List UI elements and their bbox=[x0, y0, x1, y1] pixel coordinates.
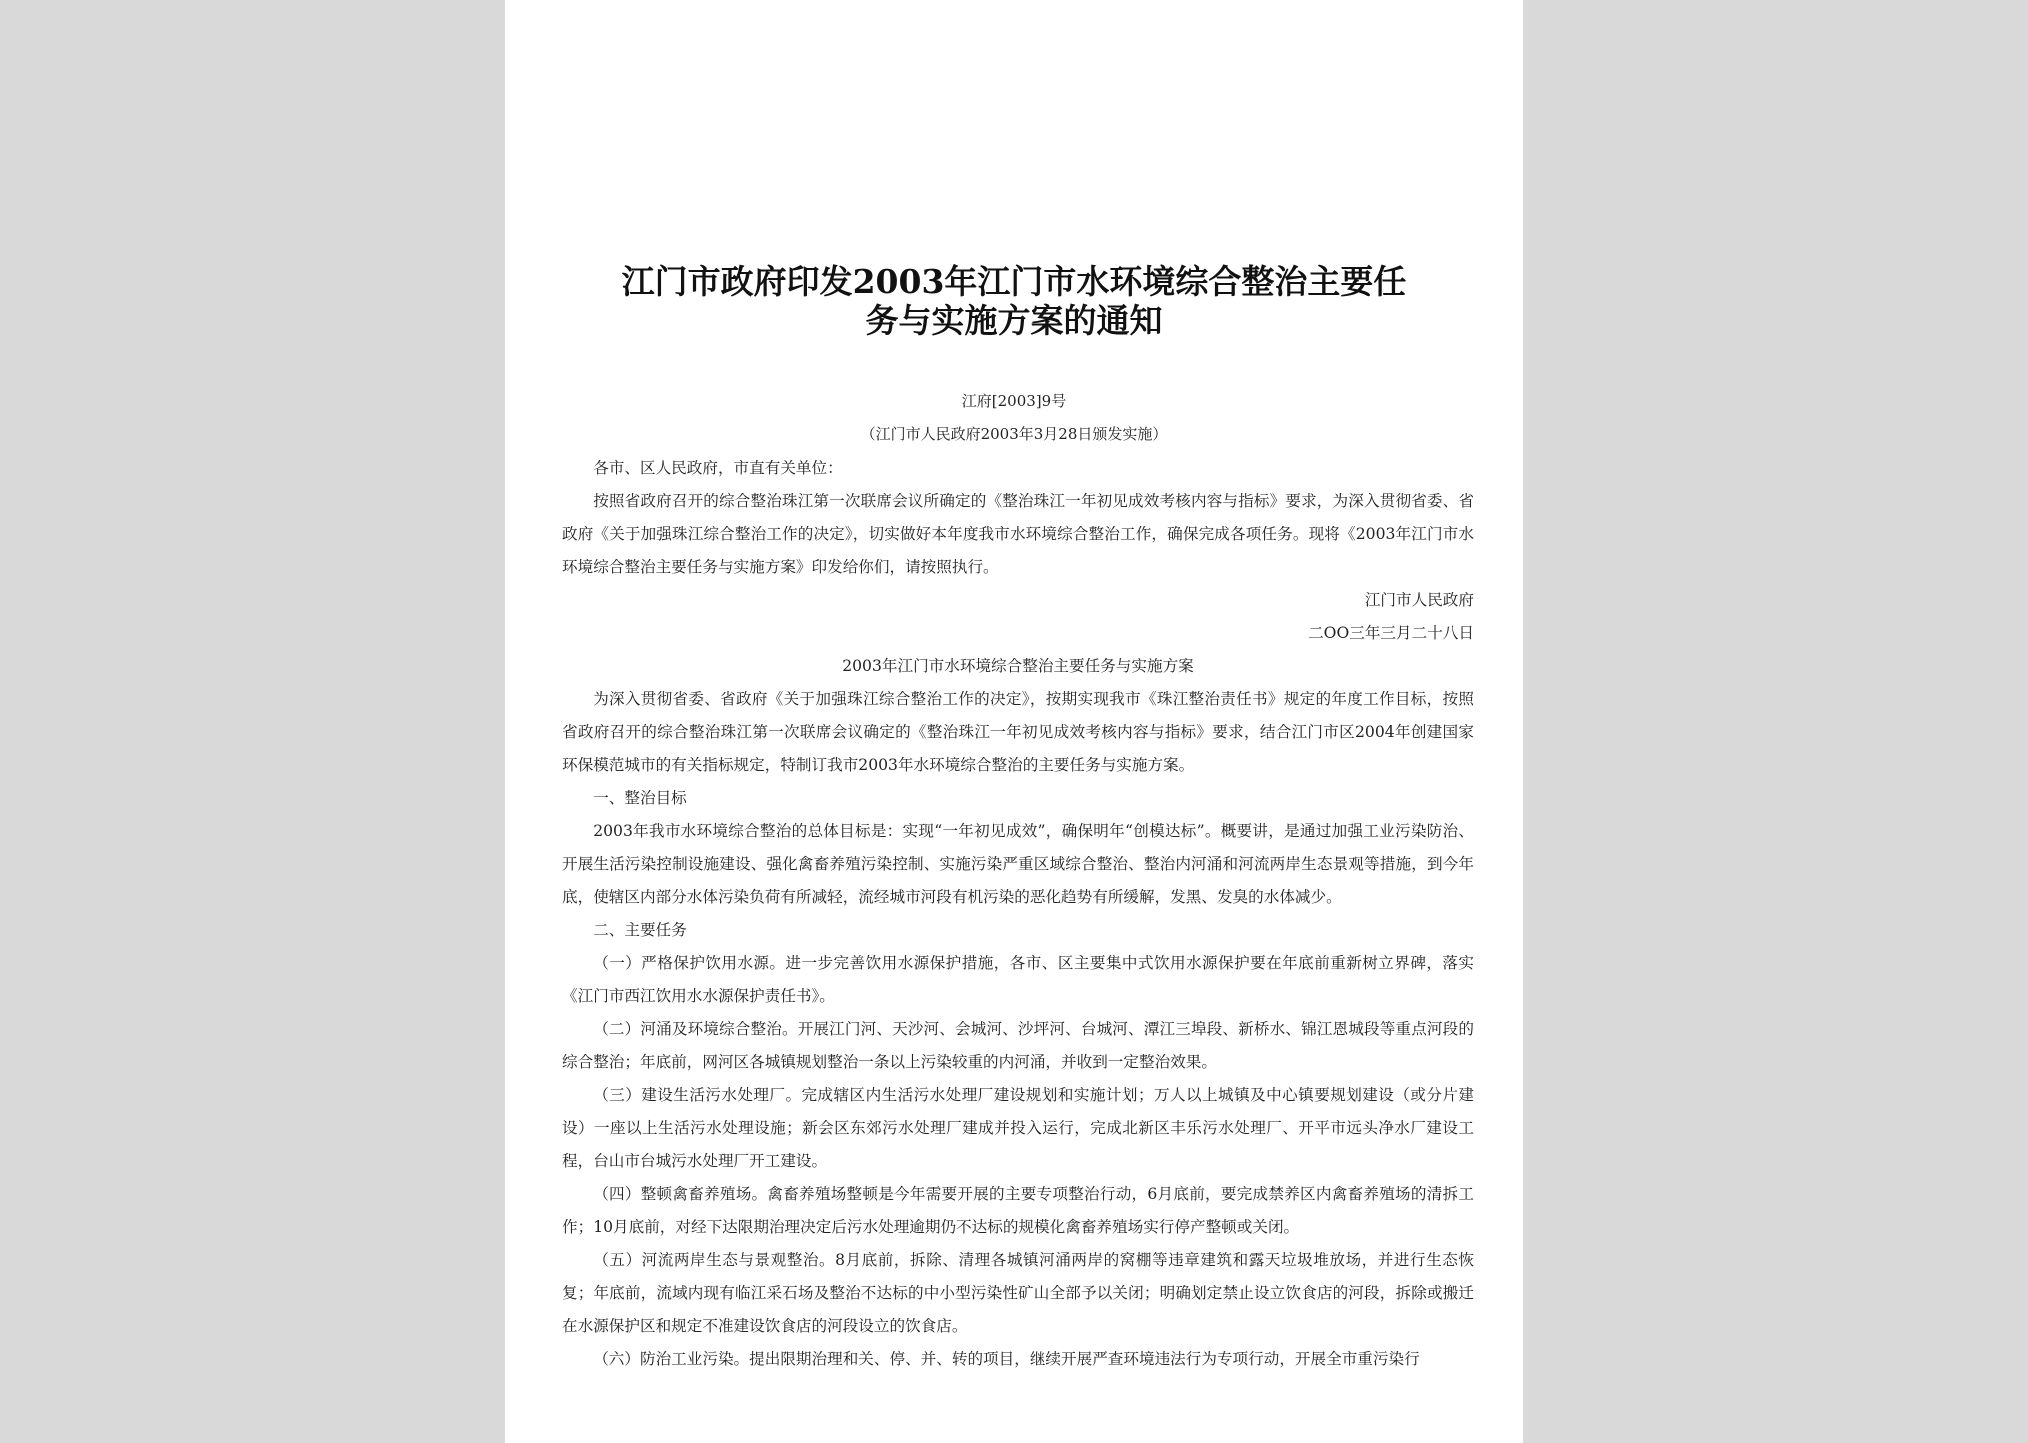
issue-note: （江门市人民政府2003年3月28日颁发实施） bbox=[860, 425, 1168, 443]
salutation: 各市、区人民政府，市直有关单位： bbox=[593, 459, 843, 477]
document-number: 江府[2003]9号 bbox=[961, 392, 1067, 410]
goals-paragraph: 2003年我市水环境综合整治的总体目标是：实现“一年初见成效”，确保明年“创模达标”。概要讲，是通过加强工业污染防治、开展生活污染控制设施建设、强化禽畜养殖污染控制、实施污染严重区域综合整治、整治内河涌和河流两岸生态景观等措施，到今年底，使辖区内部分水体污染负荷有所减轻，流经城市河段有机污染的恶化趋势有所缓解，发黑、发臭的水体减少。 bbox=[562, 822, 1474, 906]
title-line-1: 江门市政府印发2003年江门市水环境综合整治主要任 bbox=[621, 262, 1407, 301]
task-paragraph-4: （四）整顿禽畜养殖场。禽畜养殖场整顿是今年需要开展的主要专项整治行动，6月底前，要完成禁养区内禽畜养殖场的清拆工作；10月底前，对经下达限期治理决定后污水处理逾期仍不达标的规模化禽畜养殖场实行停产整顿或关闭。 bbox=[562, 1185, 1474, 1236]
document-title bbox=[595, 262, 1433, 340]
section-heading-tasks: 二、主要任务 bbox=[593, 921, 687, 939]
task-paragraph-5: （五）河流两岸生态与景观整治。8月底前，拆除、清理各城镇河涌两岸的窝棚等违章建筑和露天垃圾堆放场，并进行生态恢复；年底前，流域内现有临江采石场及整治不达标的中小型污染性矿山全部予以关闭；明确划定禁止设立饮食店的河段，拆除或搬迁在水源保护区和规定不准建设饮食店的河段设立的饮食店。 bbox=[562, 1251, 1474, 1335]
task-paragraph-3: （三）建设生活污水处理厂。完成辖区内生活污水处理厂建设规划和实施计划；万人以上城镇及中心镇要规划建设（或分片建设）一座以上生活污水处理设施；新会区东郊污水处理厂建成并投入运行，完成北新区丰乐污水处理厂、开平市远头净水厂建设工程，台山市台城污水处理厂开工建设。 bbox=[562, 1086, 1474, 1170]
document-page bbox=[505, 0, 1523, 1443]
task-paragraph-2: （二）河涌及环境综合整治。开展江门河、天沙河、会城河、沙坪河、台城河、潭江三埠段、新桥水、锦江恩城段等重点河段的综合整治；年底前，网河区各城镇规划整治一条以上污染较重的内河涌，并收到一定整治效果。 bbox=[562, 1020, 1474, 1071]
plan-intro-paragraph: 为深入贯彻省委、省政府《关于加强珠江综合整治工作的决定》，按期实现我市《珠江整治责任书》规定的年度工作目标，按照省政府召开的综合整治珠江第一次联席会议确定的《整治珠江一年初见成效考核内容与指标》要求，结合江门市区2004年创建国家环保模范城市的有关指标规定，特制订我市2003年水环境综合整治的主要任务与实施方案。 bbox=[562, 690, 1474, 774]
plan-title: 2003年江门市水环境综合整治主要任务与实施方案 bbox=[842, 657, 1194, 675]
sign-date: 二OO三年三月二十八日 bbox=[1308, 624, 1474, 642]
title-line-2: 务与实施方案的通知 bbox=[865, 301, 1163, 340]
section-heading-goals: 一、整治目标 bbox=[593, 789, 687, 807]
signatory: 江门市人民政府 bbox=[1364, 591, 1474, 609]
intro-paragraph: 按照省政府召开的综合整治珠江第一次联席会议所确定的《整治珠江一年初见成效考核内容与指标》要求，为深入贯彻省委、省政府《关于加强珠江综合整治工作的决定》，切实做好本年度我市水环境综合整治工作，确保完成各项任务。现将《2003年江门市水环境综合整治主要任务与实施方案》印发给你们，请按照执行。 bbox=[562, 492, 1474, 576]
task-paragraph-6: （六）防治工业污染。提出限期治理和关、停、并、转的项目，继续开展严查环境违法行为专项行动，开展全市重污染行 bbox=[593, 1350, 1420, 1368]
document-body bbox=[562, 452, 1474, 1376]
task-paragraph-1: （一）严格保护饮用水源。进一步完善饮用水源保护措施，各市、区主要集中式饮用水源保护要在年底前重新树立界碑，落实《江门市西江饮用水水源保护责任书》。 bbox=[562, 954, 1474, 1005]
